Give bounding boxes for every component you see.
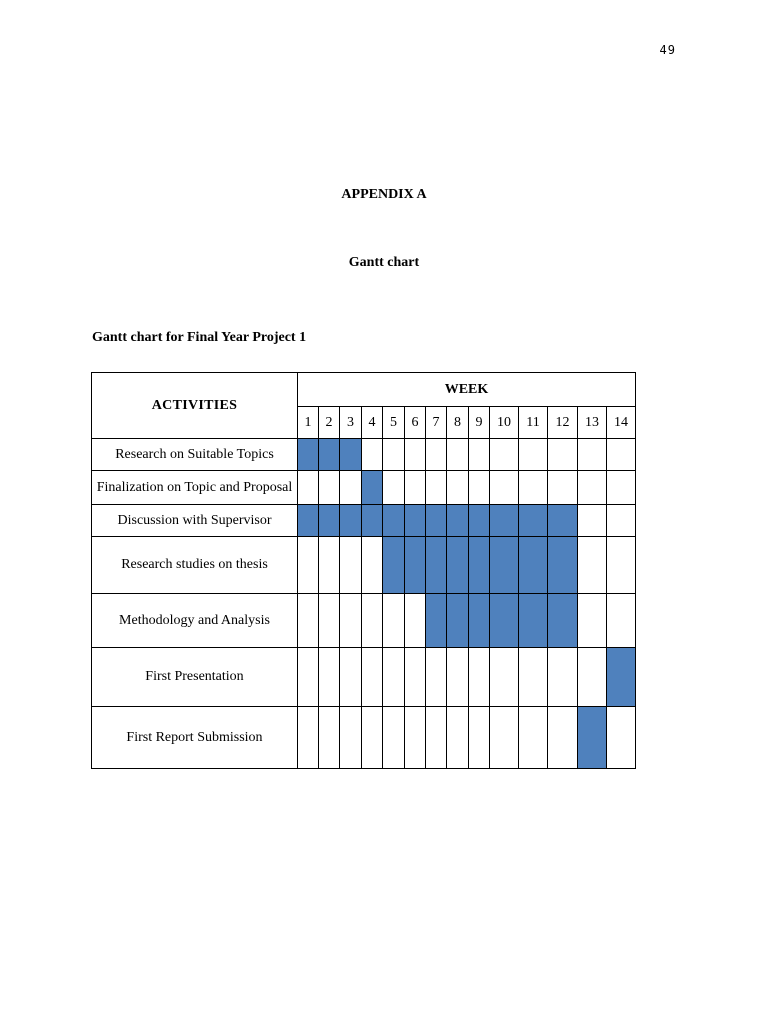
week-number-cell: 9 bbox=[469, 407, 490, 439]
week-number-cell: 4 bbox=[362, 407, 383, 439]
gantt-empty-cell bbox=[607, 471, 636, 505]
gantt-bar-cell bbox=[340, 505, 362, 537]
table-row bbox=[92, 707, 636, 769]
gantt-body bbox=[92, 439, 636, 769]
gantt-bar-cell bbox=[490, 537, 519, 594]
gantt-empty-cell bbox=[426, 439, 447, 471]
week-number-cell: 12 bbox=[548, 407, 578, 439]
gantt-empty-cell bbox=[298, 707, 319, 769]
gantt-empty-cell bbox=[362, 594, 383, 648]
gantt-empty-cell bbox=[519, 648, 548, 707]
activities-header: ACTIVITIES bbox=[92, 373, 298, 439]
gantt-empty-cell bbox=[578, 648, 607, 707]
gantt-empty-cell bbox=[490, 648, 519, 707]
gantt-empty-cell bbox=[469, 707, 490, 769]
gantt-bar-cell bbox=[298, 439, 319, 471]
week-number-cell: 14 bbox=[607, 407, 636, 439]
page-number: 49 bbox=[659, 43, 676, 57]
gantt-bar-cell bbox=[405, 537, 426, 594]
gantt-empty-cell bbox=[340, 707, 362, 769]
gantt-empty-cell bbox=[405, 648, 426, 707]
week-number-cell: 7 bbox=[426, 407, 447, 439]
gantt-empty-cell bbox=[548, 648, 578, 707]
gantt-bar-cell bbox=[519, 594, 548, 648]
gantt-empty-cell bbox=[447, 439, 469, 471]
gantt-bar-cell bbox=[469, 505, 490, 537]
week-number-cell: 2 bbox=[319, 407, 340, 439]
gantt-empty-cell bbox=[340, 594, 362, 648]
gantt-bar-cell bbox=[426, 505, 447, 537]
section-title: Gantt chart bbox=[348, 255, 420, 270]
gantt-empty-cell bbox=[490, 471, 519, 505]
table-caption: Gantt chart for Final Year Project 1 bbox=[92, 330, 307, 345]
gantt-bar-cell bbox=[319, 505, 340, 537]
gantt-bar-cell bbox=[447, 594, 469, 648]
gantt-empty-cell bbox=[548, 439, 578, 471]
gantt-empty-cell bbox=[578, 439, 607, 471]
activity-label: Research on Suitable Topics bbox=[92, 439, 298, 471]
gantt-bar-cell bbox=[490, 505, 519, 537]
week-header: WEEK bbox=[298, 373, 636, 407]
gantt-empty-cell bbox=[340, 648, 362, 707]
table-row bbox=[92, 537, 636, 594]
gantt-bar-cell bbox=[426, 537, 447, 594]
gantt-bar-cell bbox=[548, 537, 578, 594]
week-number-cell: 5 bbox=[383, 407, 405, 439]
gantt-bar-cell bbox=[340, 439, 362, 471]
week-number-cell: 6 bbox=[405, 407, 426, 439]
table-row bbox=[92, 439, 636, 471]
gantt-empty-cell bbox=[298, 471, 319, 505]
gantt-empty-cell bbox=[548, 471, 578, 505]
gantt-empty-cell bbox=[607, 439, 636, 471]
gantt-bar-cell bbox=[362, 505, 383, 537]
activity-label: Methodology and Analysis bbox=[92, 594, 298, 648]
gantt-empty-cell bbox=[405, 707, 426, 769]
week-number-cell: 3 bbox=[340, 407, 362, 439]
table-row bbox=[92, 505, 636, 537]
gantt-empty-cell bbox=[383, 648, 405, 707]
gantt-bar-cell bbox=[426, 594, 447, 648]
gantt-bar-cell bbox=[469, 594, 490, 648]
table-row bbox=[92, 594, 636, 648]
gantt-empty-cell bbox=[383, 439, 405, 471]
activity-label: Discussion with Supervisor bbox=[92, 505, 298, 537]
gantt-bar-cell bbox=[383, 505, 405, 537]
gantt-empty-cell bbox=[319, 537, 340, 594]
gantt-empty-cell bbox=[405, 594, 426, 648]
gantt-empty-cell bbox=[607, 537, 636, 594]
gantt-empty-cell bbox=[319, 594, 340, 648]
gantt-empty-cell bbox=[578, 505, 607, 537]
gantt-bar-cell bbox=[578, 707, 607, 769]
gantt-bar-cell bbox=[607, 648, 636, 707]
gantt-empty-cell bbox=[490, 707, 519, 769]
gantt-empty-cell bbox=[362, 439, 383, 471]
week-number-cell: 10 bbox=[490, 407, 519, 439]
gantt-empty-cell bbox=[405, 471, 426, 505]
gantt-empty-cell bbox=[519, 707, 548, 769]
gantt-empty-cell bbox=[298, 594, 319, 648]
table-row bbox=[92, 648, 636, 707]
activity-label: Finalization on Topic and Proposal bbox=[92, 471, 298, 505]
gantt-empty-cell bbox=[319, 648, 340, 707]
activity-label: Research studies on thesis bbox=[92, 537, 298, 594]
activity-label: First Presentation bbox=[92, 648, 298, 707]
gantt-bar-cell bbox=[447, 537, 469, 594]
gantt-empty-cell bbox=[607, 594, 636, 648]
gantt-empty-cell bbox=[469, 439, 490, 471]
gantt-empty-cell bbox=[319, 471, 340, 505]
gantt-bar-cell bbox=[405, 505, 426, 537]
gantt-empty-cell bbox=[447, 648, 469, 707]
gantt-empty-cell bbox=[578, 471, 607, 505]
gantt-empty-cell bbox=[405, 439, 426, 471]
table-row bbox=[92, 471, 636, 505]
week-number-cell: 8 bbox=[447, 407, 469, 439]
gantt-empty-cell bbox=[607, 707, 636, 769]
gantt-empty-cell bbox=[426, 471, 447, 505]
week-number-cell: 1 bbox=[298, 407, 319, 439]
gantt-empty-cell bbox=[362, 707, 383, 769]
gantt-bar-cell bbox=[383, 537, 405, 594]
gantt-empty-cell bbox=[298, 537, 319, 594]
gantt-bar-cell bbox=[319, 439, 340, 471]
gantt-empty-cell bbox=[447, 707, 469, 769]
gantt-empty-cell bbox=[607, 505, 636, 537]
gantt-empty-cell bbox=[383, 471, 405, 505]
gantt-bar-cell bbox=[548, 505, 578, 537]
gantt-bar-cell bbox=[519, 505, 548, 537]
gantt-empty-cell bbox=[578, 537, 607, 594]
gantt-bar-cell bbox=[490, 594, 519, 648]
gantt-bar-cell bbox=[548, 594, 578, 648]
gantt-empty-cell bbox=[490, 439, 519, 471]
gantt-empty-cell bbox=[469, 648, 490, 707]
gantt-empty-cell bbox=[319, 707, 340, 769]
gantt-empty-cell bbox=[426, 707, 447, 769]
gantt-bar-cell bbox=[469, 537, 490, 594]
gantt-empty-cell bbox=[340, 537, 362, 594]
gantt-bar-cell bbox=[298, 505, 319, 537]
gantt-table bbox=[91, 372, 636, 769]
gantt-bar-cell bbox=[519, 537, 548, 594]
gantt-empty-cell bbox=[578, 594, 607, 648]
gantt-bar-cell bbox=[447, 505, 469, 537]
gantt-empty-cell bbox=[548, 707, 578, 769]
gantt-empty-cell bbox=[469, 471, 490, 505]
gantt-empty-cell bbox=[447, 471, 469, 505]
gantt-empty-cell bbox=[383, 594, 405, 648]
gantt-bar-cell bbox=[362, 471, 383, 505]
gantt-empty-cell bbox=[298, 648, 319, 707]
week-number-cell: 13 bbox=[578, 407, 607, 439]
appendix-title: APPENDIX A bbox=[341, 187, 427, 202]
activity-label: First Report Submission bbox=[92, 707, 298, 769]
gantt-empty-cell bbox=[362, 648, 383, 707]
gantt-empty-cell bbox=[519, 471, 548, 505]
gantt-empty-cell bbox=[519, 439, 548, 471]
gantt-empty-cell bbox=[362, 537, 383, 594]
gantt-empty-cell bbox=[340, 471, 362, 505]
gantt-empty-cell bbox=[383, 707, 405, 769]
gantt-empty-cell bbox=[426, 648, 447, 707]
week-number-cell: 11 bbox=[519, 407, 548, 439]
